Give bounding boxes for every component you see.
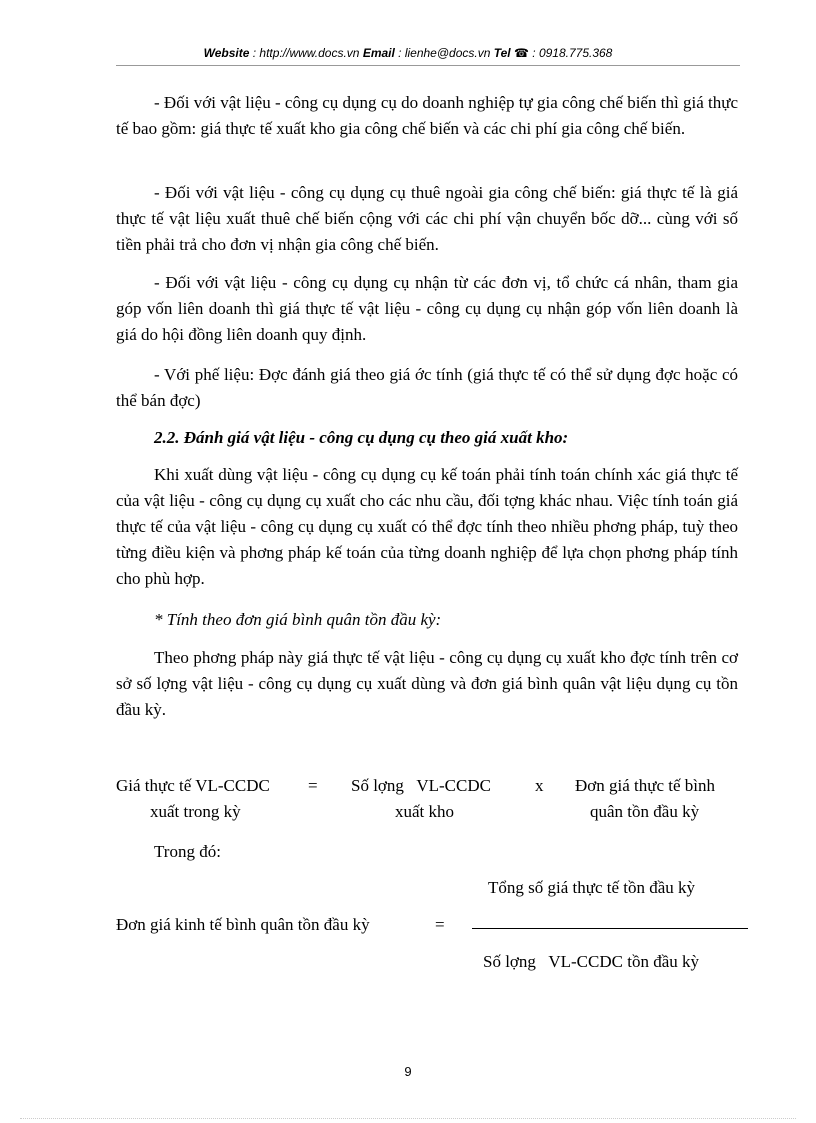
- formula2-numerator: Tổng số giá thực tế tồn đầu kỳ: [488, 878, 696, 897]
- website-value: : http://www.docs.vn: [249, 46, 363, 60]
- email-value: : lienhe@docs.vn: [394, 46, 494, 60]
- formula1-term1-line1: Giá thực tế VL-CCDC: [116, 776, 270, 795]
- page-number: 9: [404, 1064, 412, 1079]
- paragraph-outsourced: - Đối với vật liệu - công cụ dụng cụ thuê ngoài gia công chế biến: giá thực tế là giá thực tế vật liệu xuất thuê chế biến cộng với các chi phí vận chuyển bốc dỡ... cùng với số tiền phải trả cho đơn vị nhận gia công chế biến.: [116, 183, 738, 254]
- formula1-times: x: [535, 776, 544, 795]
- formula1-equals: =: [308, 776, 318, 795]
- formula2-lhs: Đơn giá kinh tế bình quân tồn đầu kỳ: [116, 915, 370, 934]
- formula2-denominator: Số lợng VL-CCDC tồn đầu kỳ: [483, 952, 699, 971]
- formula1-term2-line1: Số lợng VL-CCDC: [351, 776, 491, 795]
- website-label: Website: [203, 46, 250, 60]
- paragraph-scrap: - Với phế liệu: Đợc đánh giá theo giá ớc tính (giá thực tế có thể sử dụng đợc hoặc có thể bán đợc): [116, 365, 738, 410]
- formula1-term2-line2: xuất kho: [395, 802, 455, 821]
- tel-label: Tel: [493, 46, 511, 60]
- formula1-term3-line2: quân tồn đầu kỳ: [590, 802, 700, 821]
- phone-icon: ☎: [513, 46, 529, 60]
- paragraph-joint-venture: - Đối với vật liệu - công cụ dụng cụ nhận từ các đơn vị, tổ chức cá nhân, tham gia góp vốn liên doanh thì giá thực tế vật liệu - công cụ dụng cụ nhận góp vốn liên doanh là giá do hội đồng liên doanh quy định.: [116, 273, 738, 344]
- email-label: Email: [362, 46, 395, 60]
- paragraph-issue-valuation: Khi xuất dùng vật liệu - công cụ dụng cụ kế toán phải tính toán chính xác giá thực tế của vật liệu - công cụ dụng cụ xuất cho các nhu cầu, đối tợng khác nhau. Việc tính toán giá thực tế của vật liệu - công cụ dụng cụ xuất có thể đợc tính theo nhiều phơng pháp, tuỳ theo từng điều kiện và phơng pháp kế toán của từng doanh nghiệp để lựa chọn phơng pháp tính cho phù hợp.: [116, 465, 738, 588]
- header-divider: [116, 65, 740, 66]
- where-label: Trong đó:: [154, 842, 221, 861]
- formula2-equals: =: [435, 915, 445, 934]
- page-header: [0, 46, 816, 60]
- method-subheading: * Tính theo đơn giá bình quân tồn đầu kỳ:: [154, 610, 442, 629]
- section-heading: 2.2. Đánh giá vật liệu - công cụ dụng cụ theo giá xuất kho:: [154, 428, 569, 447]
- paragraph-self-processed: - Đối với vật liệu - công cụ dụng cụ do doanh nghiệp tự gia công chế biến thì giá thực tế bao gồm: giá thực tế xuất kho gia công chế biến và các chi phí gia công chế biến.: [116, 93, 738, 138]
- footer-divider: [20, 1118, 796, 1119]
- formula1-term3-line1: Đơn giá thực tế bình: [575, 776, 716, 795]
- formula1-term1-line2: xuất trong kỳ: [150, 802, 241, 821]
- tel-value: : 0918.775.368: [528, 46, 613, 60]
- fraction-bar: [472, 928, 748, 929]
- paragraph-method: Theo phơng pháp này giá thực tế vật liệu - công cụ dụng cụ xuất kho đợc tính trên cơ sở số lợng vật liệu - công cụ dụng cụ xuất dùng và đơn giá bình quân vật liệu dụng cụ tồn đầu kỳ.: [116, 648, 738, 719]
